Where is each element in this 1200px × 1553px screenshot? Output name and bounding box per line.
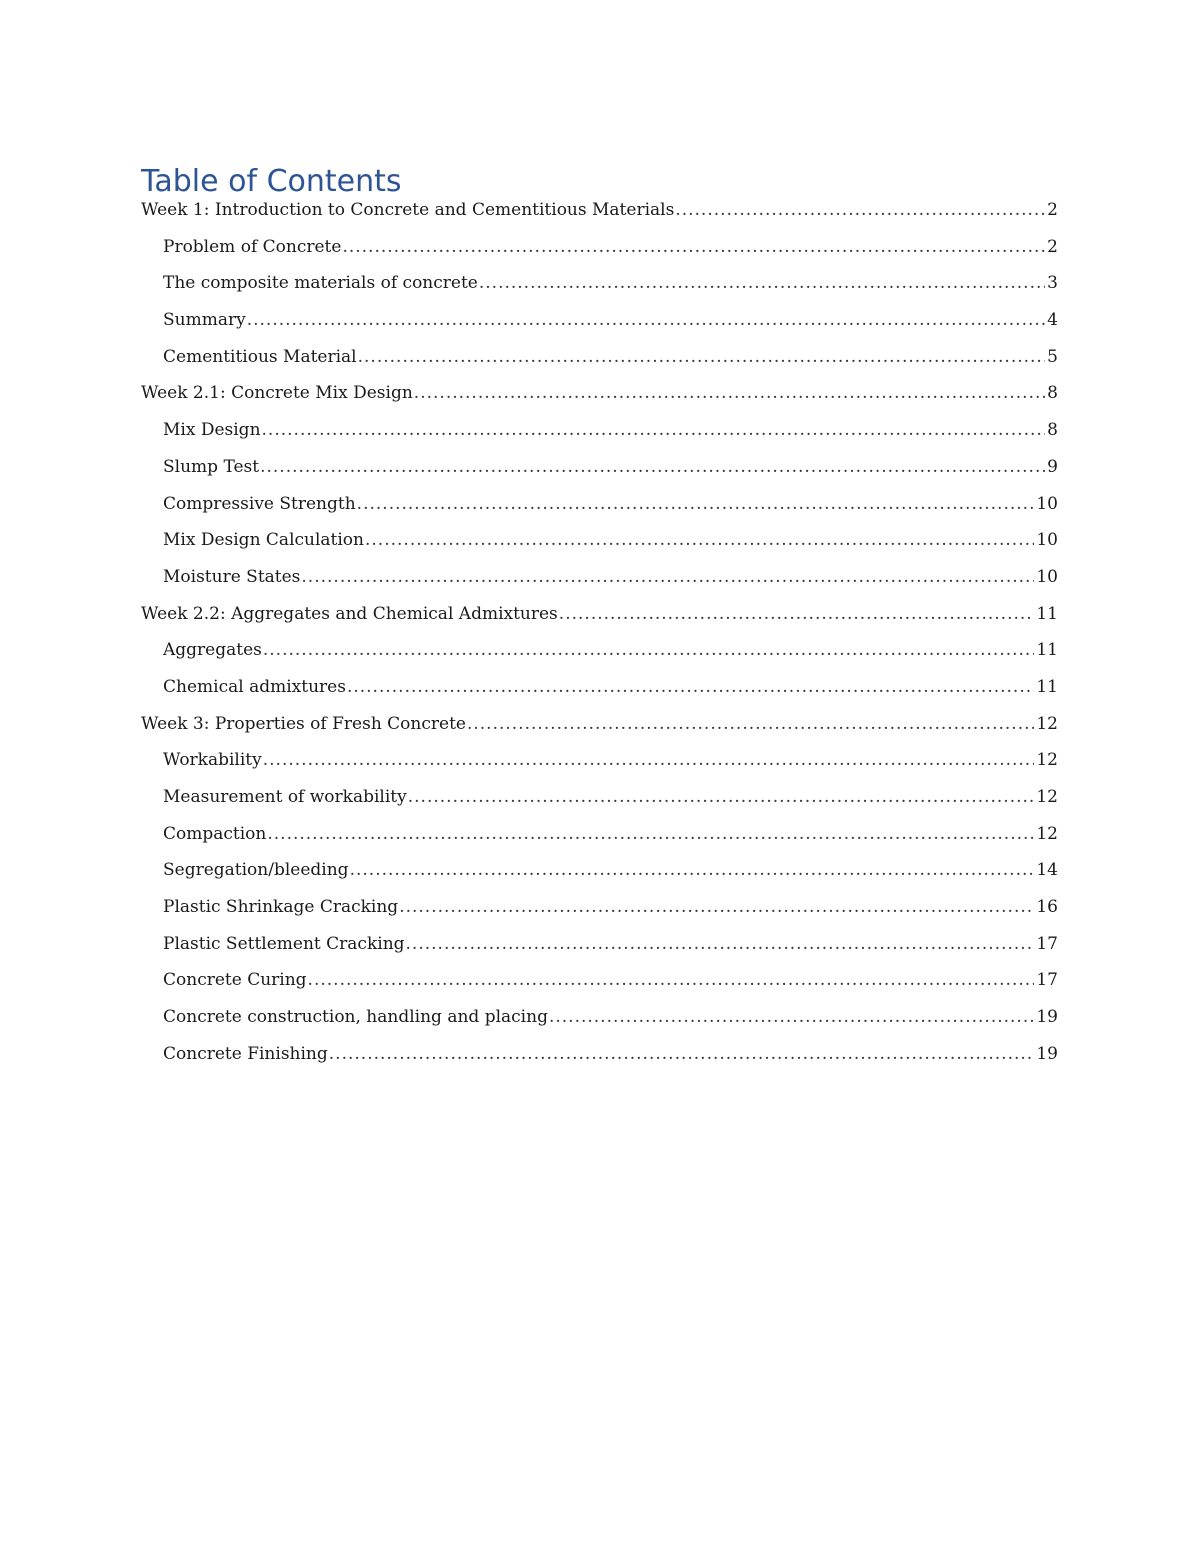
toc-entry-label: Slump Test xyxy=(163,456,260,477)
toc-entry-label: Chemical admixtures xyxy=(163,676,346,697)
toc-entry-label: Plastic Shrinkage Cracking xyxy=(163,897,399,918)
toc-dot-leader xyxy=(301,567,1034,587)
toc-entry-subsection[interactable] xyxy=(141,1007,1058,1044)
toc-page-number: 2 xyxy=(1047,200,1058,220)
toc-dot-leader xyxy=(308,970,1035,990)
toc-page-number: 10 xyxy=(1036,493,1058,514)
toc-entry-label: Summary xyxy=(163,310,246,331)
toc-page-number: 12 xyxy=(1036,713,1058,734)
toc-entry-label: Segregation/bleeding xyxy=(163,860,349,881)
toc-page-number: 10 xyxy=(1036,566,1058,587)
toc-page-number: 5 xyxy=(1047,346,1058,367)
toc-dot-leader xyxy=(358,347,1046,367)
toc-page-number: 2 xyxy=(1047,236,1058,257)
toc-dot-leader xyxy=(357,494,1035,514)
toc-dot-leader xyxy=(267,824,1034,844)
toc-entry-label: Concrete Curing xyxy=(163,970,307,991)
toc-entry-label: Week 2.2: Aggregates and Chemical Admixtures xyxy=(141,603,558,624)
toc-page-number: 12 xyxy=(1036,750,1058,771)
toc-entry-label: Compaction xyxy=(163,823,267,844)
toc-entry-subsection[interactable] xyxy=(141,787,1058,824)
toc-dot-leader xyxy=(549,1007,1034,1027)
toc-page-number: 8 xyxy=(1047,383,1058,404)
toc-entry-subsection[interactable] xyxy=(141,750,1058,787)
toc-page-number: 12 xyxy=(1036,823,1058,844)
toc-entry-subsection[interactable] xyxy=(141,677,1058,714)
toc-dot-leader xyxy=(467,714,1034,734)
toc-entry-label: Workability xyxy=(163,750,262,771)
toc-page-number: 9 xyxy=(1047,456,1058,477)
toc-entry-label: Cementitious Material xyxy=(163,346,357,367)
toc-dot-leader xyxy=(263,640,1034,660)
toc-page-number: 11 xyxy=(1036,640,1058,661)
toc-entry-label: Problem of Concrete xyxy=(163,236,342,257)
toc-dot-leader xyxy=(365,530,1034,550)
toc-entry-label: Week 2.1: Concrete Mix Design xyxy=(141,383,413,404)
toc-page-number: 3 xyxy=(1047,273,1058,294)
toc-entry-subsection[interactable] xyxy=(141,530,1058,567)
toc-entry-subsection[interactable] xyxy=(141,934,1058,971)
toc-entry-label: Mix Design xyxy=(163,420,261,441)
toc-entry-label: Week 1: Introduction to Concrete and Cementitious Materials xyxy=(141,200,675,220)
toc-list xyxy=(141,200,1058,1081)
toc-entry-section[interactable] xyxy=(141,604,1058,641)
toc-page-number: 4 xyxy=(1047,310,1058,331)
toc-entry-label: Aggregates xyxy=(163,640,262,661)
toc-entry-label: Plastic Settlement Cracking xyxy=(163,933,405,954)
toc-dot-leader xyxy=(263,750,1035,770)
toc-entry-subsection[interactable] xyxy=(141,273,1058,310)
toc-dot-leader xyxy=(350,860,1035,880)
toc-page-number: 14 xyxy=(1036,860,1058,881)
toc-dot-leader xyxy=(559,604,1035,624)
toc-dot-leader xyxy=(406,934,1035,954)
toc-entry-label: Concrete Finishing xyxy=(163,1043,328,1064)
toc-page-number: 17 xyxy=(1036,933,1058,954)
toc-dot-leader xyxy=(260,457,1045,477)
toc-page-number: 19 xyxy=(1036,1043,1058,1064)
table-of-contents xyxy=(141,162,1058,1081)
toc-page-number: 11 xyxy=(1036,676,1058,697)
toc-entry-label: The composite materials of concrete xyxy=(163,273,478,294)
toc-dot-leader xyxy=(342,237,1045,257)
toc-page-number: 17 xyxy=(1036,970,1058,991)
toc-entry-subsection[interactable] xyxy=(141,310,1058,347)
toc-entry-section[interactable] xyxy=(141,383,1058,420)
toc-entry-subsection[interactable] xyxy=(141,1044,1058,1081)
toc-entry-label: Week 3: Properties of Fresh Concrete xyxy=(141,713,466,734)
toc-page-number: 12 xyxy=(1036,787,1058,807)
toc-entry-label: Mix Design Calculation xyxy=(163,530,364,551)
toc-entry-subsection[interactable] xyxy=(141,347,1058,384)
toc-entry-subsection[interactable] xyxy=(141,860,1058,897)
toc-page-number: 8 xyxy=(1047,420,1058,441)
toc-dot-leader xyxy=(347,677,1034,697)
toc-dot-leader xyxy=(399,897,1034,917)
toc-page-number: 19 xyxy=(1036,1007,1058,1028)
toc-dot-leader xyxy=(329,1044,1035,1064)
toc-dot-leader xyxy=(262,420,1046,440)
toc-entry-label: Measurement of workability xyxy=(163,787,407,807)
toc-entry-subsection[interactable] xyxy=(141,640,1058,677)
toc-title: Table of Contents xyxy=(141,164,402,199)
toc-dot-leader xyxy=(479,273,1045,293)
toc-page-number: 10 xyxy=(1036,530,1058,551)
toc-entry-subsection[interactable] xyxy=(141,970,1058,1007)
toc-entry-subsection[interactable] xyxy=(141,457,1058,494)
toc-page-number: 11 xyxy=(1036,603,1058,624)
toc-entry-label: Moisture States xyxy=(163,566,301,587)
toc-entry-subsection[interactable] xyxy=(141,897,1058,934)
toc-entry-label: Compressive Strength xyxy=(163,493,356,514)
toc-entry-subsection[interactable] xyxy=(141,567,1058,604)
toc-entry-subsection[interactable] xyxy=(141,824,1058,861)
toc-dot-leader xyxy=(675,200,1045,220)
toc-entry-subsection[interactable] xyxy=(141,494,1058,531)
toc-page-number: 16 xyxy=(1036,897,1058,918)
toc-dot-leader xyxy=(247,310,1045,330)
toc-entry-label: Concrete construction, handling and placing xyxy=(163,1007,548,1028)
toc-entry-subsection[interactable] xyxy=(141,237,1058,274)
toc-entry-subsection[interactable] xyxy=(141,420,1058,457)
toc-entry-section[interactable] xyxy=(141,714,1058,751)
toc-entry-section[interactable] xyxy=(141,200,1058,237)
toc-dot-leader xyxy=(414,383,1045,403)
toc-dot-leader xyxy=(408,787,1035,807)
